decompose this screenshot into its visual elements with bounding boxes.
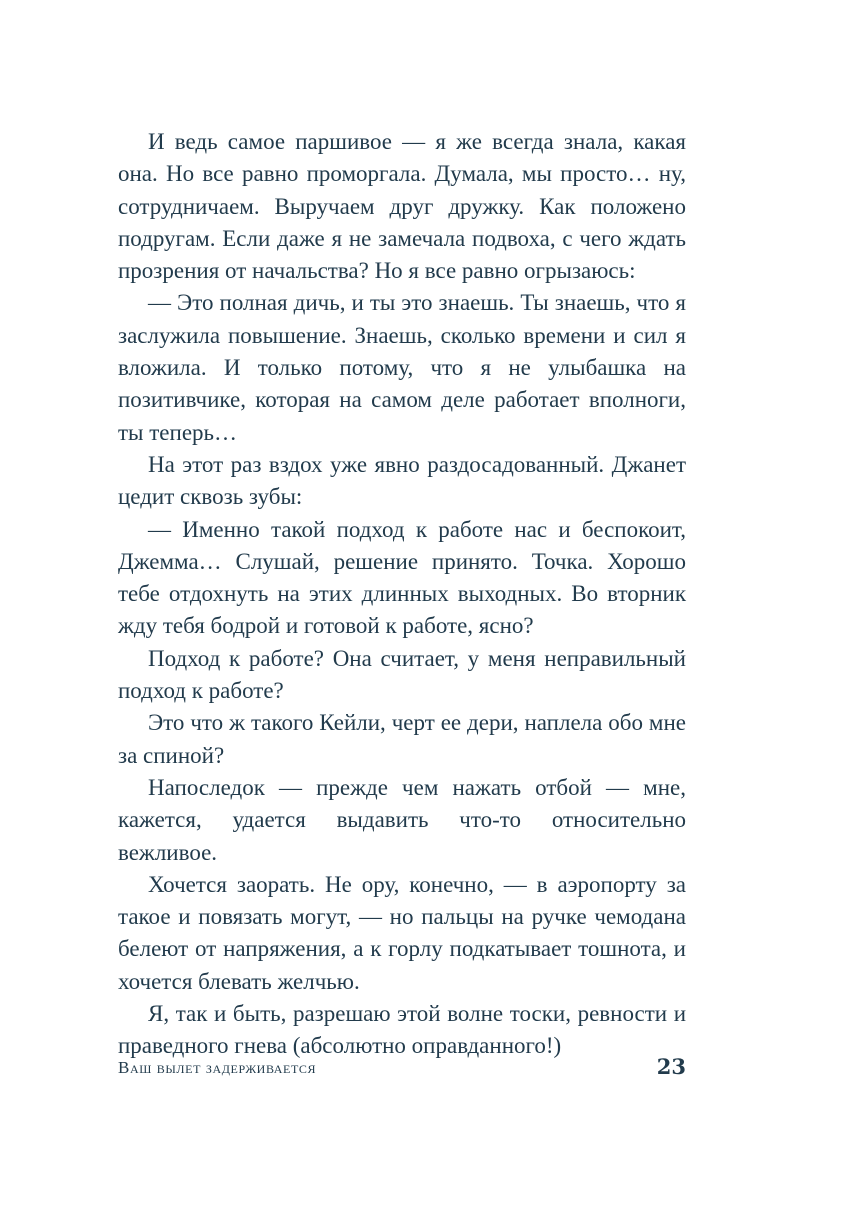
running-title: Ваш вылет задерживается xyxy=(118,1058,317,1077)
paragraph-5: Подход к работе? Она считает, у меня неправильный подход к работе? xyxy=(118,645,686,704)
paragraph-7: Напоследок — прежде чем нажать отбой — мне, кажется, удается выдавить что-то относительно вежливое. xyxy=(118,774,686,865)
paragraph-3: На этот раз вздох уже явно раздосадованный. Джанет цедит сквозь зубы: xyxy=(118,451,686,510)
paragraph-2: — Это полная дичь, и ты это знаешь. Ты знаешь, что я заслужила повышение. Знаешь, сколько времени и сил я вложила. И только потому, что я не улыбашка на позитивчике, которая на самом деле работает вполноги, ты теперь… xyxy=(118,290,686,445)
body-text xyxy=(118,126,686,1063)
page-footer xyxy=(118,1054,686,1084)
paragraph-8: Хочется заорать. Не ору, конечно, — в аэропорту за такое и повязать могут, — но пальцы на ручке чемодана белеют от напряжения, а к горлу подкатывает тошнота, и хочется блевать желчью. xyxy=(118,871,686,994)
paragraph-1: И ведь самое паршивое — я же всегда знала, какая она. Но все равно проморгала. Думала, мы просто… ну, сотрудничаем. Выручаем друг дружку. Как положено подругам. Если даже я не замечала подвоха, с чего ждать прозрения от начальства? Но я все равно огрызаюсь: xyxy=(118,129,686,284)
paragraph-6: Это что ж такого Кейли, черт ее дери, наплела обо мне за спиной? xyxy=(118,710,686,768)
paragraph-9: Я, так и быть, разрешаю этой волне тоски, ревности и праведного гнева (абсолютно оправданного!) xyxy=(118,1001,686,1059)
paragraph-4: — Именно такой подход к работе нас и беспокоит, Джемма… Слушай, решение принято. Точка. Хорошо тебе отдохнуть на этих длинных выходных. Во вторник жду тебя бодрой и готовой к работе, ясно? xyxy=(118,516,686,639)
page-number: 23 xyxy=(656,1054,686,1079)
